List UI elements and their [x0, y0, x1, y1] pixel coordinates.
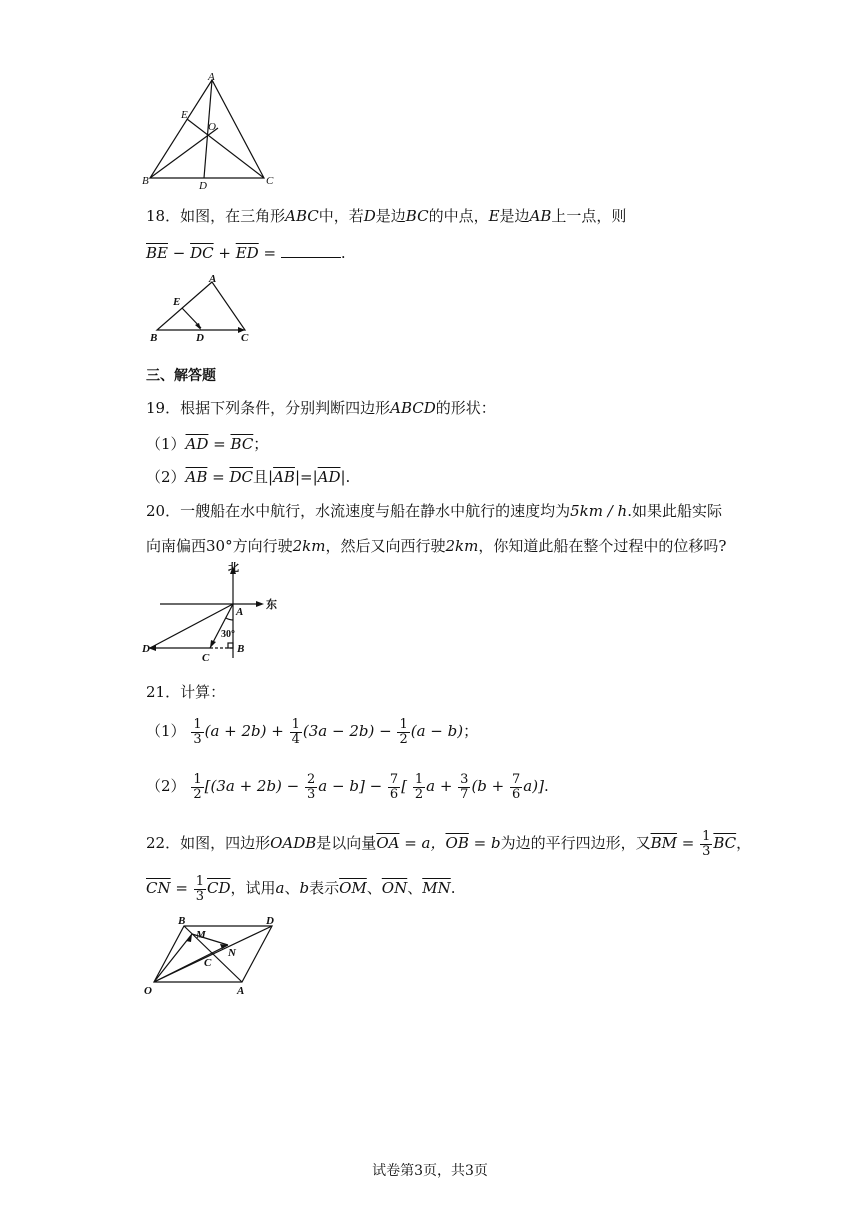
fig22-label-d: D: [266, 915, 274, 927]
fraction: $\frac{3}{7}$: [460, 771, 469, 802]
q18-line2: $\overline{BE} - \overline{DC} + \overline{ED}$ = .: [146, 244, 346, 262]
q22-line2: $\overline{CN}$ = $\frac{1}{3}$ $\overline{CD}$，试用a、b表示$\overline{OM}$、$\overline{ON}$、$\overline{MN}$.: [146, 873, 456, 904]
figure-18-triangle: [145, 272, 260, 344]
figure-22-parallelogram: [140, 912, 290, 1002]
fig18-label-c: C: [241, 332, 249, 344]
fig18-label-b: B: [150, 332, 158, 344]
fig17-label-a: A: [208, 71, 215, 83]
fraction: $\frac{1}{3}$: [702, 828, 711, 859]
q19-stem: 19．根据下列条件，分别判断四边形ABCD的形状：: [146, 399, 496, 417]
q21-part1: （1） $\frac{1}{3}$ (a + 2b) + $\frac{1}{4}$ (3a − 2b) − $\frac{1}{2}$ (a − b)；: [146, 716, 479, 747]
q20-line1: 20．一艘船在水中航行，水流速度与船在静水中航行的速度均为5km / h.如果此船实际: [146, 502, 722, 520]
fig18-label-e: E: [173, 296, 181, 308]
fig17-label-o: O: [208, 121, 216, 133]
fig18-label-d: D: [196, 332, 204, 344]
fraction: $\frac{1}{3}$: [195, 873, 204, 904]
fig22-label-c: C: [204, 957, 212, 969]
fraction: $\frac{1}{4}$: [291, 716, 300, 747]
figure-20-navigation: [140, 562, 290, 664]
q22-line1: 22．如图，四边形OADB是以向量$\overline{OA} = a$，$\overline{OB} = b$为边的平行四边形，又$\overline{BM}$ = $\frac{1}{3}$ $\overline{BC}$，: [146, 828, 752, 859]
fraction: $\frac{2}{3}$: [307, 771, 316, 802]
q19-part2: $(2)\overline{AB} = \overline{DC}$且$|\overline{AB}|=|\overline{AD}|$.: [146, 468, 351, 486]
fig17-label-b: B: [142, 175, 149, 187]
east-label: 东: [266, 599, 277, 611]
fraction: $\frac{7}{6}$: [512, 771, 521, 802]
north-label: 北: [228, 562, 239, 574]
q18-line1: 18．如图，在三角形ABC中，若D是边BC的中点，E是边AB上一点，则: [146, 207, 627, 225]
fig22-label-a: A: [237, 985, 245, 997]
angle-label: 30°: [221, 629, 235, 640]
q21-stem: 21．计算：: [146, 683, 226, 701]
fig20-label-b: B: [237, 643, 245, 655]
fig17-label-d: D: [199, 180, 207, 190]
fig17-label-c: C: [266, 175, 274, 187]
section-heading: 三、解答题: [146, 368, 216, 384]
fig17-label-e: E: [181, 109, 188, 121]
fig22-label-m: M: [196, 929, 206, 941]
page-footer: 试卷第3页，共3页: [372, 1163, 488, 1179]
answer-blank: [281, 243, 341, 258]
fig20-label-a: A: [236, 606, 244, 618]
fig20-label-d: D: [142, 643, 150, 655]
fraction: $\frac{1}{2}$: [193, 771, 202, 802]
figure-17-triangle: [140, 70, 280, 190]
fraction: $\frac{1}{3}$: [193, 716, 202, 747]
q19-part1: $(1)\overline{AD} = \overline{BC}$；: [146, 435, 269, 453]
fig18-label-a: A: [209, 273, 217, 285]
fraction: $\frac{1}{2}$: [399, 716, 408, 747]
fig22-label-n: N: [228, 947, 236, 959]
q21-part2: （2） $\frac{1}{2}$ [(3a + 2b) − $\frac{2}{3}$ a − b] − $\frac{7}{6}$ [ $\frac{1}{2}$ a + $\frac{3}{7}$ (b + $\frac{7}{6}$ a)].: [146, 771, 549, 802]
q20-line2: 向南偏西30°方向行驶2km，然后又向西行驶2km，你知道此船在整个过程中的位移吗?: [146, 537, 727, 555]
fraction: $\frac{1}{2}$: [414, 771, 424, 802]
fig22-label-b: B: [178, 915, 186, 927]
fig20-label-c: C: [202, 652, 210, 664]
fig22-label-o: O: [144, 985, 152, 997]
fraction: $\frac{7}{6}$: [389, 771, 399, 802]
